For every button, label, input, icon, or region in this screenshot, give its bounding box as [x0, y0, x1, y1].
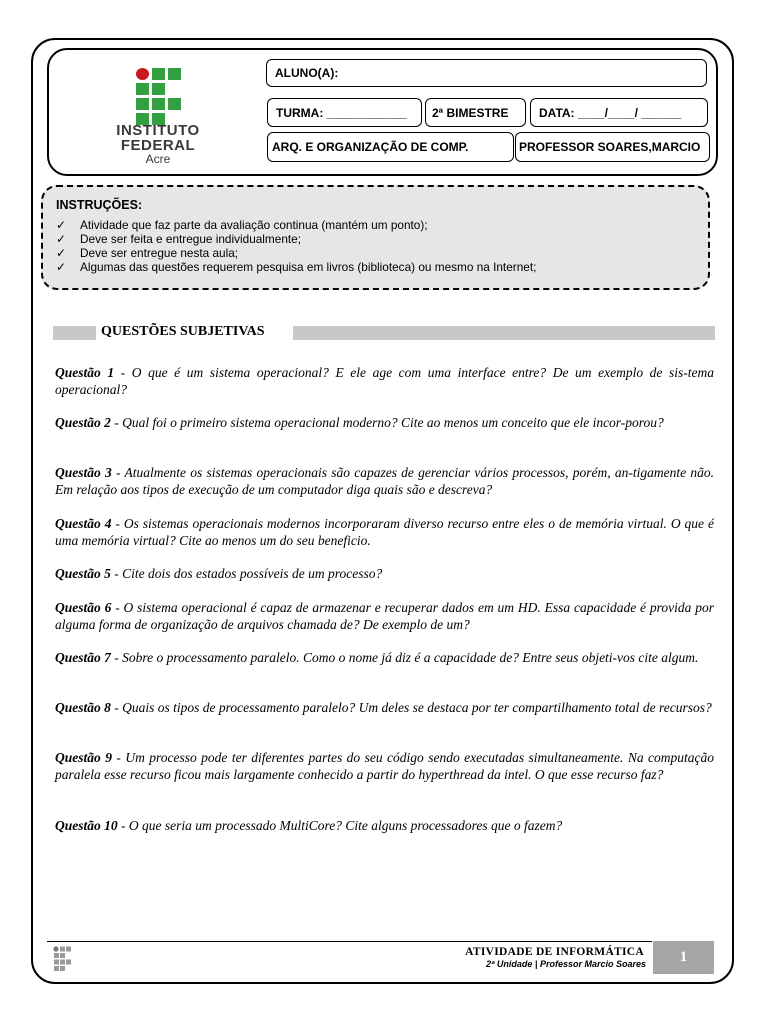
question-1: Questão 1 - O que é um sistema operacional? E ele age com uma interface entre? De um exemplo de sis-tema operacional? — [55, 365, 714, 397]
data-field[interactable] — [530, 98, 708, 127]
footer-title: ATIVIDADE DE INFORMÁTICA — [465, 946, 644, 958]
footer-logo-icon — [53, 946, 73, 972]
institution-logo — [58, 58, 258, 170]
logo-text-acre: Acre — [145, 152, 171, 166]
question-9: Questão 9 - Um processo pode ter diferentes partes do seu código sendo executadas simultaneamente. Na computação paralela esse recurso ficou mais largamente conhecido a partir do hyperthread da intel. O que esse recurso faz? — [55, 750, 714, 782]
data-label: DATA: ____/____/ ______ — [539, 105, 682, 120]
footer-divider — [47, 941, 652, 942]
question-3: Questão 3 - Atualmente os sistemas operacionais são capazes de gerenciar vários processos, porém, an-tigamente não. Em relação aos tipos de execução de um computador diga quais são e descreva? — [55, 465, 714, 497]
section-bar-left — [53, 326, 96, 340]
check-icon: ✓ — [56, 232, 66, 246]
question-6: Questão 6 - O sistema operacional é capaz de armazenar e recuperar dados em um HD. Essa capacidade é provida por alguma forma de organização de arquivos chamada de? De exemplo de um? — [55, 600, 714, 632]
professor-box — [515, 132, 710, 162]
question-10: Questão 10 - O que seria um processado MultiCore? Cite alguns processadores que o fazem? — [55, 818, 563, 833]
check-icon: ✓ — [56, 246, 66, 260]
page-frame — [31, 38, 734, 984]
logo-text-instituto: INSTITUTO — [116, 122, 200, 139]
section-title: QUESTÕES SUBJETIVAS — [101, 324, 265, 339]
section-bar-right — [293, 326, 715, 340]
aluno-label: ALUNO(A): — [275, 66, 339, 80]
disciplina-box — [267, 132, 514, 162]
question-8: Questão 8 - Quais os tipos de processamento paralelo? Um deles se destaca por ter compartilhamento total de recursos? — [55, 700, 712, 715]
list-item: ✓ Deve ser entregue nesta aula; — [56, 246, 239, 260]
footer-subtitle: 2ª Unidade | Professor Marcio Soares — [486, 959, 646, 969]
logo-red-dot — [136, 68, 149, 80]
check-icon: ✓ — [56, 218, 66, 232]
question-7: Questão 7 - Sobre o processamento paralelo. Como o nome já diz é a capacidade de? Entre seus objeti-vos cite algum. — [55, 650, 699, 665]
question-4: Questão 4 - Os sistemas operacionais modernos incorporaram diverso recurso entre eles o de memória virtual. O que é uma memória virtual? Cite ao menos um do seu beneficio. — [55, 516, 714, 548]
disciplina-label: ARQ. E ORGANIZAÇÃO DE COMP. — [272, 140, 469, 154]
page-number: 1 — [653, 941, 714, 974]
list-item: ✓ Deve ser feita e entregue individualmente; — [56, 232, 301, 246]
turma-field[interactable] — [267, 98, 422, 127]
aluno-field[interactable] — [266, 59, 707, 87]
logo-text-federal: FEDERAL — [120, 137, 196, 154]
question-2: Questão 2 - Qual foi o primeiro sistema operacional moderno? Cite ao menos um conceito que ele incor-porou? — [55, 415, 664, 430]
bimestre-label: 2ª BIMESTRE — [432, 105, 509, 120]
instructions-list — [56, 218, 536, 274]
check-icon: ✓ — [56, 260, 66, 274]
professor-label: PROFESSOR SOARES,MARCIO — [519, 140, 701, 154]
question-5: Questão 5 - Cite dois dos estados possíveis de um processo? — [55, 566, 383, 581]
instructions-box — [41, 185, 710, 290]
instructions-title: INSTRUÇÕES: — [56, 198, 143, 212]
section-header — [53, 324, 715, 342]
turma-label: TURMA: ____________ — [276, 105, 407, 120]
list-item: ✓ Algumas das questões requerem pesquisa em livros (biblioteca) ou mesmo na Internet; — [56, 260, 537, 274]
bimestre-box — [425, 98, 526, 127]
list-item: ✓ Atividade que faz parte da avaliação continua (mantém um ponto); — [56, 218, 428, 232]
